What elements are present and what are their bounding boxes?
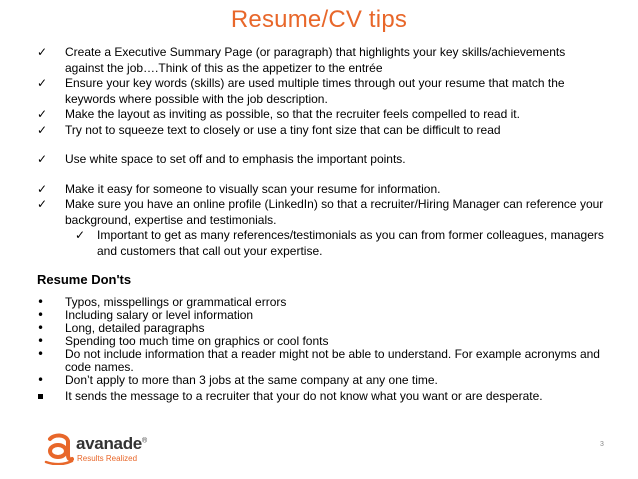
square-bullet-icon: [38, 394, 43, 399]
checkmark-icon: ✓: [37, 152, 48, 166]
tip-item: [37, 76, 607, 107]
dont-text: Including salary or level information: [65, 308, 254, 322]
tip-text: Ensure your key words (skills) are used multiple times through out your resume that match the keywords where possible with the job description.: [65, 76, 565, 106]
avanade-logo: [44, 433, 164, 469]
dont-text: Spending too much time on graphics or cool fonts: [65, 334, 329, 348]
dont-item: [37, 390, 607, 403]
slide-title: Resume/CV tips: [230, 6, 408, 33]
dont-text: Do not include information that a reader might not be able to understand. For example acronyms and code names.: [65, 347, 600, 374]
tips-list: [37, 45, 607, 259]
dont-text: Don’t apply to more than 3 jobs at the same company at any one time.: [65, 373, 438, 387]
dont-item: [37, 348, 607, 374]
logo-tagline: Results Realized: [77, 454, 138, 463]
tip-text: Make sure you have an online profile (LinkedIn) so that a recruiter/Hiring Manager can reference your background, expertise and testimonials.: [65, 197, 604, 227]
tip-text: Make the layout as inviting as possible, so that the recruiter feels compelled to read it.: [65, 107, 520, 121]
checkmark-icon: ✓: [37, 122, 48, 137]
logo-wordmark: avanade®: [76, 434, 147, 453]
tip-text: Try not to squeeze text to closely or use a tiny font size that can be difficult to read: [65, 122, 501, 137]
tip-subitem: [37, 228, 607, 259]
tip-item: [37, 152, 607, 168]
tip-item: [37, 45, 607, 76]
bullet-icon: •: [37, 295, 45, 309]
dont-text: It sends the message to a recruiter that your do not know what you want or are desperate.: [65, 389, 543, 403]
checkmark-icon: ✓: [37, 181, 48, 196]
tip-text: Create a Executive Summary Page (or paragraph) that highlights your key skills/achievements against the job….Think of this as the appetizer to the entrée: [65, 45, 566, 75]
donts-heading: Resume Don'ts: [37, 272, 132, 287]
tip-item: [37, 107, 607, 123]
dont-item: [37, 374, 607, 387]
checkmark-icon: ✓: [37, 107, 48, 121]
donts-list: [37, 296, 607, 403]
bullet-icon: •: [37, 373, 45, 387]
tip-text: Use white space to set off and to emphasis the important points.: [65, 152, 406, 166]
bullet-icon: •: [37, 321, 45, 335]
tip-item: [37, 182, 607, 198]
tip-text: Make it easy for someone to visually scan your resume for information.: [65, 181, 441, 196]
dont-text: Long, detailed paragraphs: [65, 321, 205, 335]
checkmark-icon: ✓: [75, 228, 86, 242]
dont-text: Typos, misspellings or grammatical errors: [65, 295, 287, 309]
checkmark-icon: ✓: [37, 76, 48, 90]
tip-item: [37, 123, 607, 139]
checkmark-icon: ✓: [37, 45, 48, 59]
bullet-icon: •: [37, 347, 45, 361]
page-number: 3: [600, 441, 604, 448]
bullet-icon: •: [37, 308, 45, 322]
bullet-icon: •: [37, 334, 45, 348]
tip-item: [37, 197, 607, 228]
tip-text: Important to get as many references/testimonials as you can from former colleagues, managers and customers that call out your expertise.: [97, 228, 604, 258]
avanade-logo-icon: [44, 433, 74, 465]
checkmark-icon: ✓: [37, 197, 48, 211]
